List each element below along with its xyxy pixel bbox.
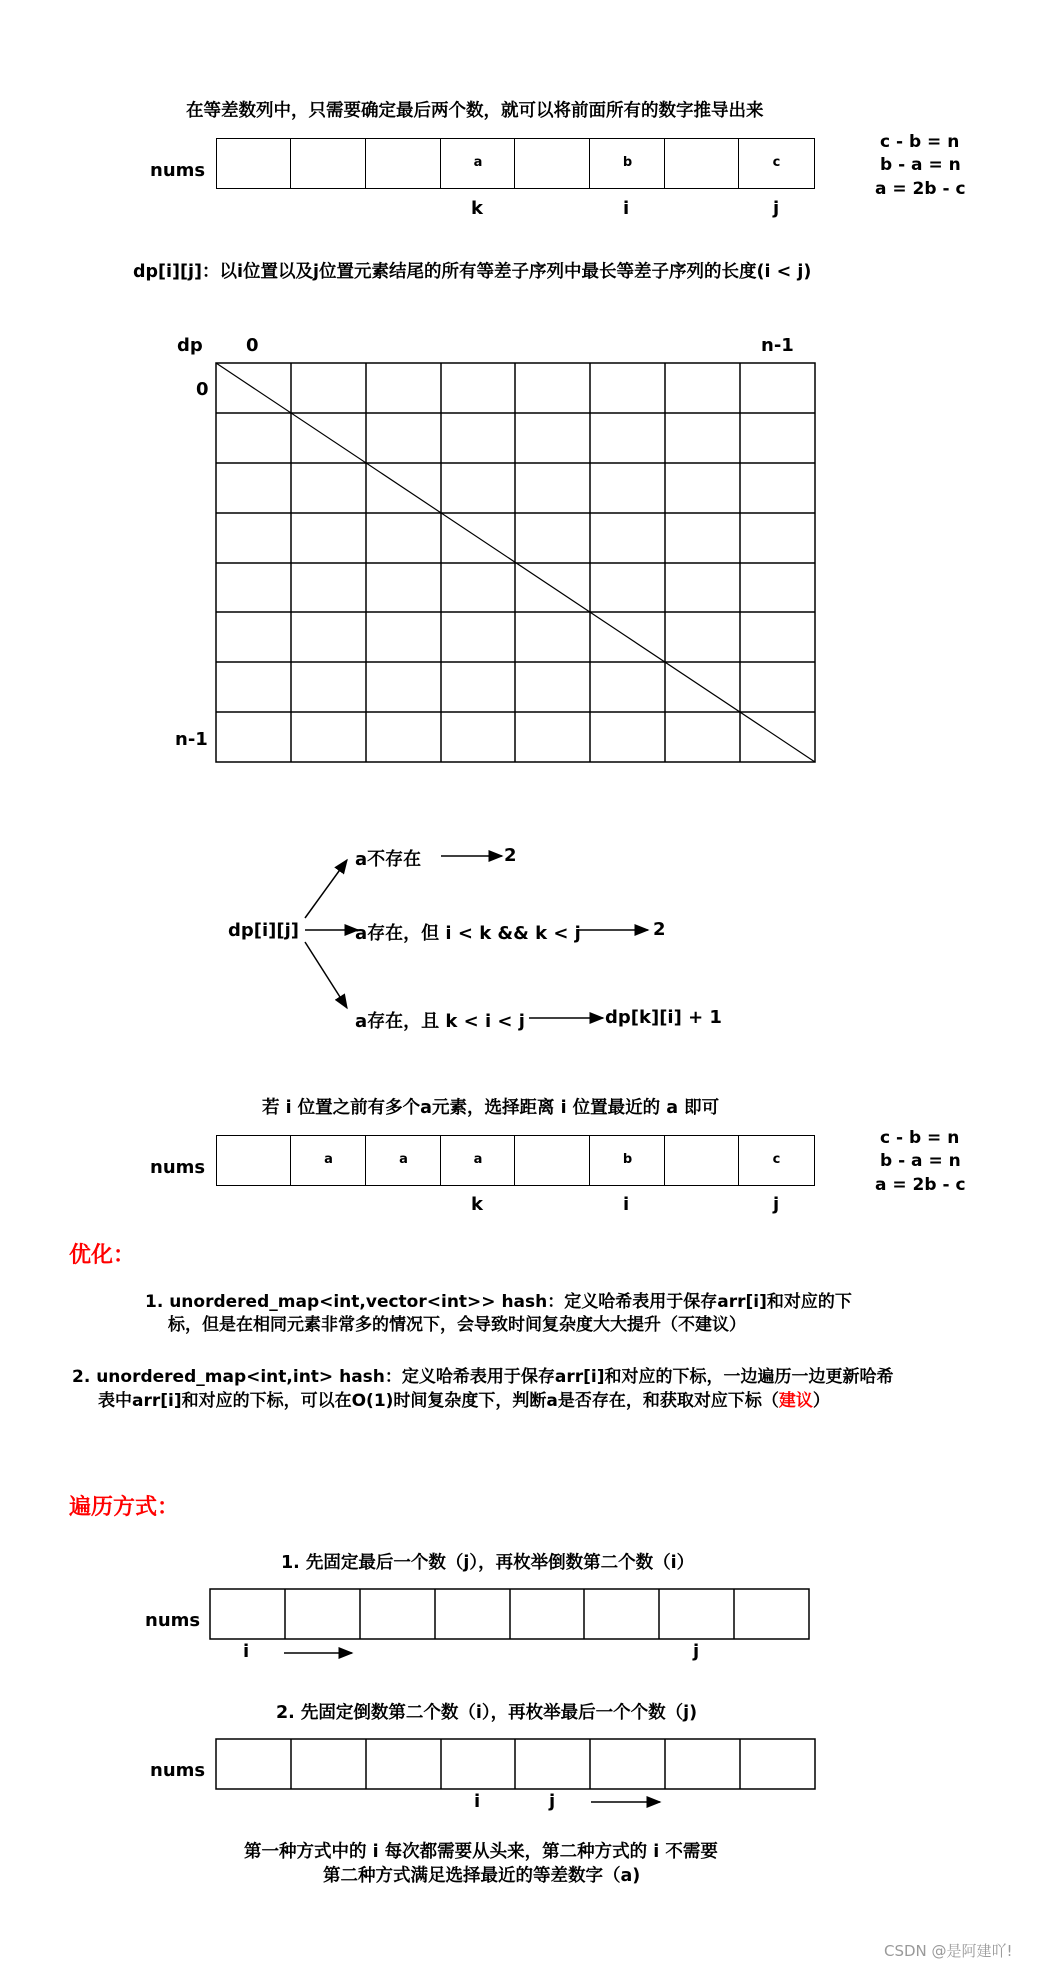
optimize-heading: 优化：	[69, 1243, 136, 1268]
dp-definition: dp[i][j]：以i位置以及j位置元素结尾的所有等差子序列中最长等差子序列的长度(i < j)	[133, 262, 812, 282]
watermark: CSDN @是阿建吖!	[884, 1942, 1013, 1960]
array-cell-b: b	[589, 138, 666, 189]
formula-3: a = 2b - c	[875, 179, 966, 199]
array-cell-c: c	[738, 1135, 815, 1186]
optimize-item1-line2: 标，但是在相同元素非常多的情况下，会导致时间复杂度大大提升（不建议）	[168, 1315, 746, 1335]
array-cell-c: c	[738, 138, 815, 189]
index-k: k	[471, 1194, 483, 1215]
formula-2: b - a = n	[880, 1151, 961, 1171]
array-cell-b: b	[589, 1135, 666, 1186]
traverse-way2: 2. 先固定倒数第二个数（i），再枚举最后一个个数（j)	[276, 1703, 698, 1723]
traverse-way1: 1. 先固定最后一个数（j），再枚举倒数第二个数（i）	[281, 1553, 695, 1573]
index-k: k	[471, 198, 483, 219]
traverse-heading: 遍历方式：	[69, 1495, 180, 1520]
grid-col-end: n-1	[761, 335, 794, 356]
index-j: j	[773, 198, 780, 219]
case-1-result: 2	[504, 845, 517, 866]
case-2: a存在，但 i < k && k < j	[355, 923, 581, 944]
case-3: a存在，且 k < i < j	[355, 1011, 525, 1032]
array-cell-a: a	[290, 1135, 367, 1186]
index-i: i	[623, 1194, 630, 1215]
traverse-note1: 第一种方式中的 i 每次都需要从头来，第二种方式的 i 不需要	[244, 1842, 718, 1862]
case-1: a不存在	[355, 849, 422, 870]
way1-index-i: i	[243, 1641, 250, 1662]
formula-2: b - a = n	[880, 155, 961, 175]
section1-title: 在等差数列中，只需要确定最后两个数，就可以将前面所有的数字推导出来	[186, 101, 764, 121]
case-2-result: 2	[653, 919, 666, 940]
grid-col-start: 0	[246, 335, 259, 356]
array-cell-a: a	[365, 1135, 442, 1186]
formula-3: a = 2b - c	[875, 1175, 966, 1195]
recommended-label: 建议	[778, 1391, 813, 1411]
index-i: i	[623, 198, 630, 219]
formula-1: c - b = n	[880, 132, 960, 152]
way1-index-j: j	[693, 1641, 700, 1662]
section2-title: 若 i 位置之前有多个a元素，选择距离 i 位置最近的 a 即可	[262, 1098, 720, 1118]
case-root: dp[i][j]	[228, 920, 300, 941]
section2-nums-label: nums	[150, 1157, 206, 1178]
array-cell-a: a	[440, 1135, 516, 1186]
array-cell-a: a	[440, 138, 516, 189]
case-3-result: dp[k][i] + 1	[605, 1007, 722, 1028]
way1-nums-label: nums	[145, 1610, 201, 1631]
way2-index-i: i	[474, 1791, 481, 1812]
optimize-item2-line2: 表中arr[i]和对应的下标，可以在O(1)时间复杂度下，判断a是否存在，和获取对应下标（建议）	[98, 1391, 830, 1411]
optimize-item1-line1: 1. unordered_map<int,vector<int>> hash：定义哈希表用于保存arr[i]和对应的下	[145, 1292, 852, 1312]
way2-index-j: j	[549, 1791, 556, 1812]
section1-nums-label: nums	[150, 160, 206, 181]
index-j: j	[773, 1194, 780, 1215]
grid-row-end: n-1	[175, 729, 208, 750]
formula-1: c - b = n	[880, 1128, 960, 1148]
grid-row-start: 0	[196, 379, 209, 400]
traverse-note2: 第二种方式满足选择最近的等差数字（a)	[323, 1866, 641, 1886]
optimize-item2-line1: 2. unordered_map<int,int> hash：定义哈希表用于保存arr[i]和对应的下标，一边遍历一边更新哈希	[72, 1367, 894, 1387]
way2-nums-label: nums	[150, 1760, 206, 1781]
grid-corner-label: dp	[177, 335, 203, 356]
